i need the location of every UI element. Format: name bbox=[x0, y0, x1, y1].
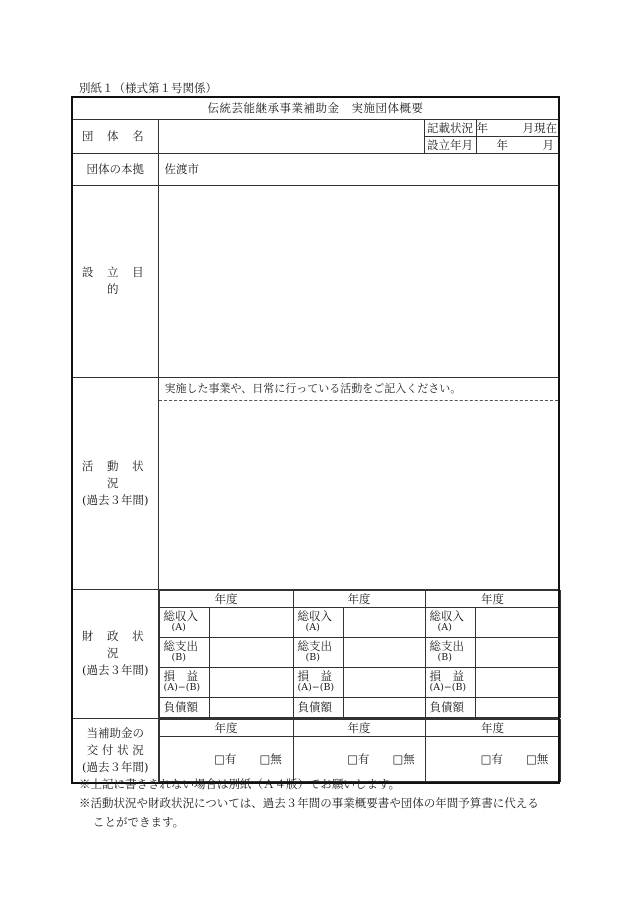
note-2: ※活動状況や財政状況については、過去３年間の事業概要書や団体の年間予算書に代える bbox=[79, 796, 539, 810]
subsidy-table-cell bbox=[158, 718, 559, 783]
org-name-field[interactable] bbox=[158, 119, 424, 153]
expense-value[interactable] bbox=[209, 637, 293, 667]
record-status-value[interactable]: 年 月現在 bbox=[476, 119, 559, 136]
income-label: 総収入 (A) bbox=[159, 607, 209, 637]
income-value[interactable] bbox=[475, 607, 560, 637]
expense-value[interactable] bbox=[475, 637, 560, 667]
profit-label: 損 益 (A)−(B) bbox=[293, 667, 343, 697]
activity-instruction: 実施した事業や、日常に行っている活動をご記入ください。 bbox=[159, 378, 559, 401]
no-checkbox[interactable]: □無 bbox=[525, 751, 549, 766]
subsidy-label: 当補助金の 交 付 状 況 (過去３年間) bbox=[72, 718, 158, 783]
income-value[interactable] bbox=[343, 607, 425, 637]
fiscal-year-header: 年度 bbox=[293, 590, 425, 607]
base-value[interactable]: 佐渡市 bbox=[158, 153, 559, 185]
fiscal-year-header: 年度 bbox=[293, 719, 425, 736]
debt-label: 負債額 bbox=[293, 697, 343, 717]
expense-label: 総支出 (B) bbox=[293, 637, 343, 667]
fiscal-year-header: 年度 bbox=[425, 719, 560, 736]
no-checkbox[interactable]: □無 bbox=[259, 751, 282, 766]
notes bbox=[79, 775, 559, 832]
yes-checkbox[interactable]: □有 bbox=[480, 751, 503, 766]
debt-value[interactable] bbox=[343, 697, 425, 717]
note-1: ※上記に書ききれない場合は別紙（Ａ４版）でお願いします。 bbox=[79, 777, 401, 791]
note-2-continued: ことができます。 bbox=[93, 815, 185, 829]
activity-label: 活 動 状 況 (過去３年間) bbox=[72, 377, 158, 589]
debt-label: 負債額 bbox=[159, 697, 209, 717]
fiscal-year-header: 年度 bbox=[425, 590, 560, 607]
income-value[interactable] bbox=[209, 607, 293, 637]
profit-label: 損 益 (A)−(B) bbox=[159, 667, 209, 697]
purpose-label: 設 立 目 的 bbox=[72, 185, 158, 377]
purpose-field[interactable] bbox=[158, 185, 559, 377]
debt-value[interactable] bbox=[475, 697, 560, 717]
established-label: 設立年月 bbox=[424, 136, 476, 153]
debt-value[interactable] bbox=[209, 697, 293, 717]
yes-checkbox[interactable]: □有 bbox=[214, 751, 237, 766]
activity-field[interactable] bbox=[158, 377, 559, 589]
expense-value[interactable] bbox=[343, 637, 425, 667]
finance-table bbox=[159, 590, 561, 718]
fiscal-year-header: 年度 bbox=[159, 590, 293, 607]
income-label: 総収入 (A) bbox=[425, 607, 475, 637]
fiscal-year-header: 年度 bbox=[159, 719, 293, 736]
form-caption: 別紙１（様式第１号関係） bbox=[79, 81, 217, 95]
expense-label: 総支出 (B) bbox=[425, 637, 475, 667]
finance-table-cell bbox=[158, 589, 559, 718]
income-label: 総収入 (A) bbox=[293, 607, 343, 637]
profit-value[interactable] bbox=[209, 667, 293, 697]
base-label: 団体の本拠 bbox=[72, 153, 158, 185]
profit-value[interactable] bbox=[475, 667, 560, 697]
record-status-label: 記載状況 bbox=[424, 119, 476, 136]
yes-checkbox[interactable]: □有 bbox=[347, 751, 370, 766]
profit-label: 損 益 (A)−(B) bbox=[425, 667, 475, 697]
profit-value[interactable] bbox=[343, 667, 425, 697]
finance-label: 財 政 状 況 (過去３年間) bbox=[72, 589, 158, 718]
form-title: 伝統芸能継承事業補助金 実施団体概要 bbox=[72, 97, 559, 119]
no-checkbox[interactable]: □無 bbox=[392, 751, 415, 766]
debt-label: 負債額 bbox=[425, 697, 475, 717]
overview-form bbox=[71, 96, 560, 784]
expense-label: 総支出 (B) bbox=[159, 637, 209, 667]
established-value[interactable]: 年 月 bbox=[476, 136, 559, 153]
org-name-label: 団 体 名 bbox=[72, 119, 158, 153]
subsidy-table bbox=[159, 719, 561, 782]
